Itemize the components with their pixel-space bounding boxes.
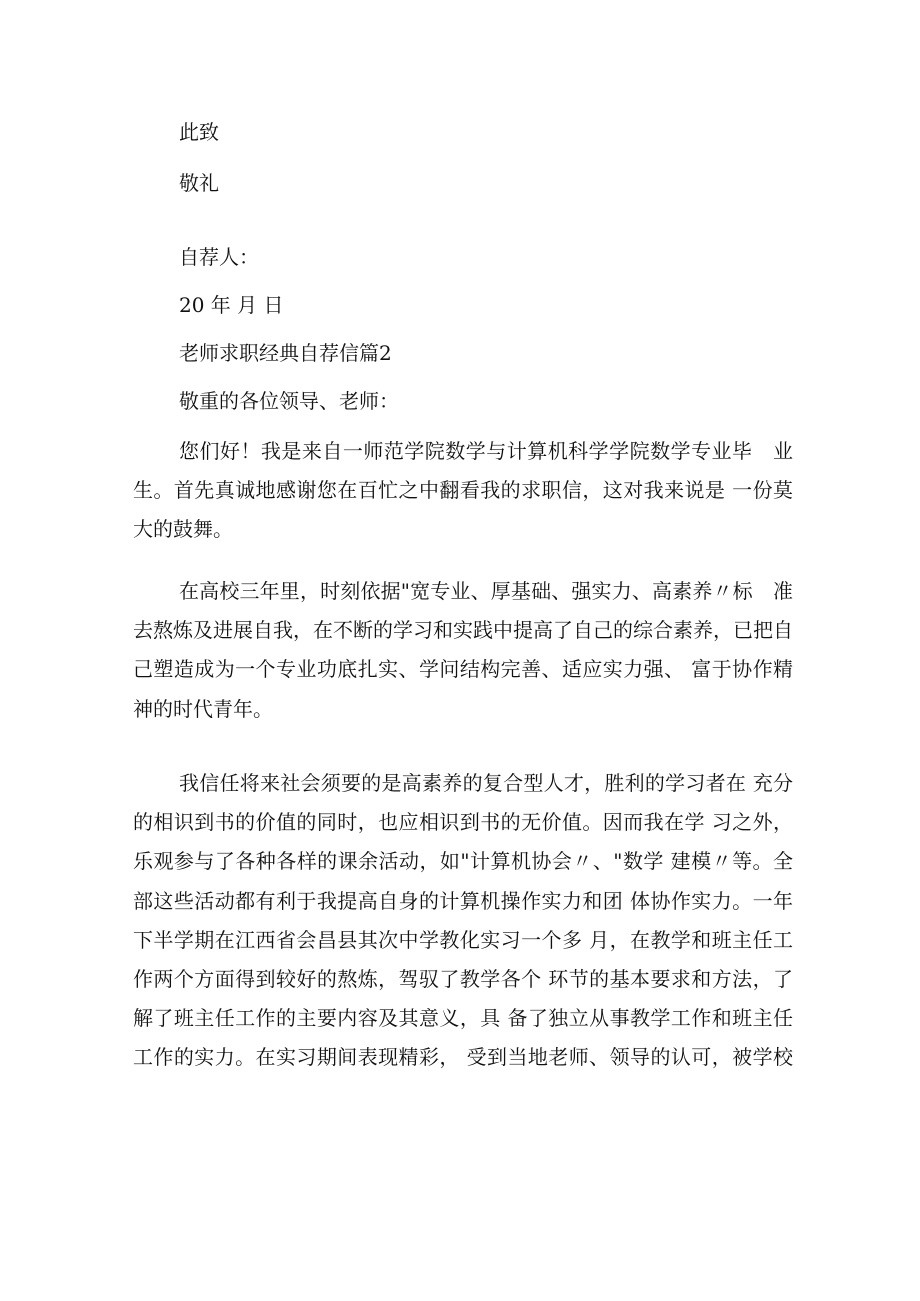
- paragraph-line: 您们好！我是来自一师范学院数学与计算机科学学院数学专业毕 业: [179, 439, 793, 463]
- paragraph-line: 乐观参与了各种各样的课余活动，如"计算机协会〃、"数学 建模〃等。全: [133, 849, 793, 874]
- paragraph-line: 己塑造成为一个专业功底扎实、学问结构完善、适应实力强、 富于协作精: [133, 657, 793, 682]
- paragraph-activities: [133, 764, 793, 1078]
- paragraph-college: [133, 572, 793, 729]
- paragraph-line: 下半学期在江西省会昌县其次中学教化实习一个多 月，在教学和班主任工: [133, 927, 793, 952]
- signature-label: 自荐人：: [179, 245, 259, 269]
- paragraph-line: 生。首先真诚地感谢您在百忙之中翻看我的求职信，这对我来说是 一份莫: [133, 478, 793, 503]
- paragraph-line: 大的鼓舞。: [133, 517, 233, 542]
- closing-salutation: 此致: [179, 120, 219, 144]
- letter-greeting: 敬重的各位领导、老师：: [179, 389, 399, 413]
- paragraph-line: 解了班主任工作的主要内容及其意义，具 备了独立从事教学工作和班主任: [133, 1006, 793, 1031]
- closing-respect: 敬礼: [179, 171, 219, 195]
- paragraph-line: 神的时代青年。: [133, 696, 273, 721]
- letter-title: 老师求职经典自荐信篇2: [179, 341, 392, 365]
- paragraph-line: 部这些活动都有利于我提高自身的计算机操作实力和团 体协作实力。一年: [133, 888, 793, 913]
- paragraph-line: 在高校三年里，时刻依据"宽专业、厚基础、强实力、高素养〃标 准: [179, 579, 793, 603]
- paragraph-intro: [133, 432, 793, 550]
- paragraph-line: 工作的实力。在实习期间表现精彩， 受到当地老师、领导的认可，被学校: [133, 1045, 793, 1070]
- paragraph-line: 作两个方面得到较好的熬炼，驾驭了教学各个 环节的基本要求和方法，了: [133, 966, 793, 991]
- paragraph-line: 的相识到书的价值的同时，也应相识到书的无价值。因而我在学 习之外，: [133, 810, 793, 835]
- signature-date: 20 年 月 日: [179, 293, 284, 317]
- paragraph-line: 去熬炼及进展自我，在不断的学习和实践中提高了自己的综合素养，已把自: [133, 618, 793, 643]
- paragraph-line: 我信任将来社会须要的是高素养的复合型人才，胜利的学习者在 充分: [179, 771, 793, 795]
